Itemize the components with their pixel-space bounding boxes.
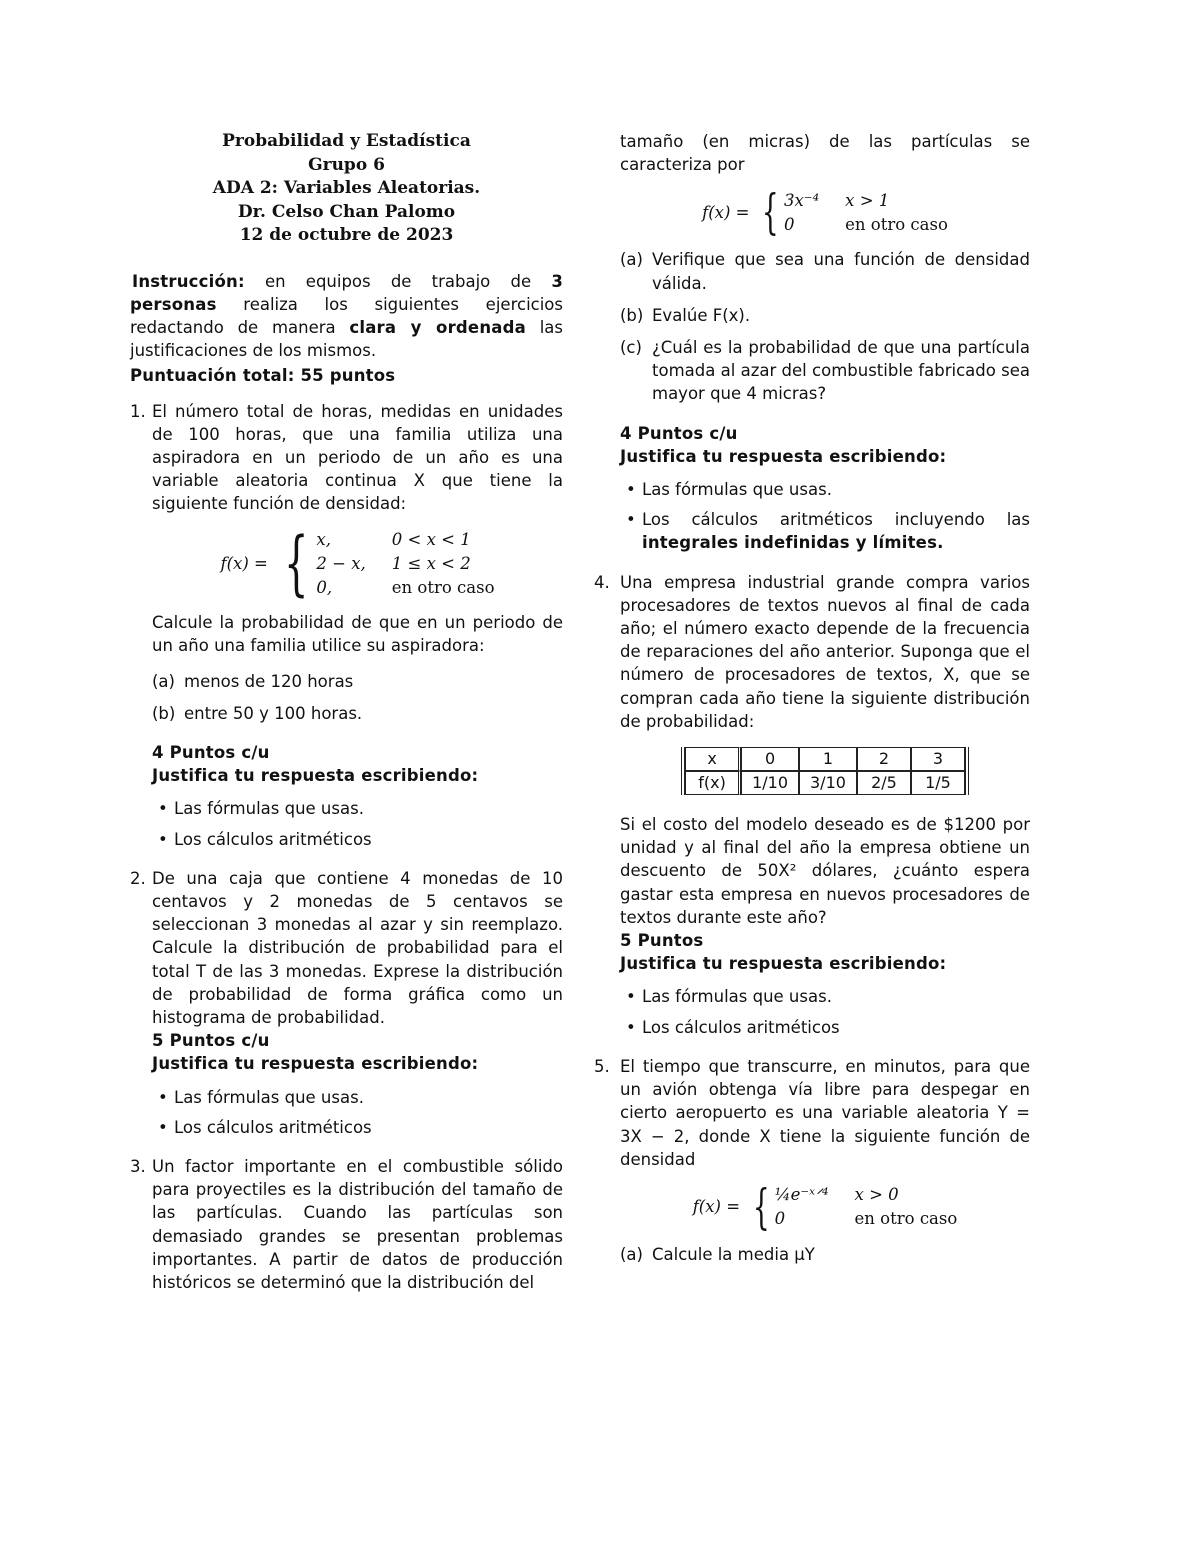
list-item: • Las fórmulas que usas. <box>620 478 1030 501</box>
question-5-text: El tiempo que transcurre, en minutos, para que un avión obtenga vía libre para despegar en cierto aeropuerto es una variable aleatoria Y = 3X − 2, donde X tiene la siguiente función de densidad <box>620 1056 1030 1169</box>
right-column <box>594 130 1030 1266</box>
question-2-points: 5 Puntos c/u <box>152 1031 270 1051</box>
table-row: x 0 1 2 3 <box>685 747 965 771</box>
question-3-continued <box>620 130 1030 555</box>
question-5-part-a: (a) Calcule la media μY <box>620 1244 815 1264</box>
density-equation-5 <box>620 1178 1030 1235</box>
header-course: Probabilidad y Estadística <box>222 131 471 151</box>
question-1-part-a: (a) menos de 120 horas <box>152 671 354 691</box>
justify-list <box>620 478 1030 555</box>
question-3-part-c: (c) ¿Cuál es la probabilidad de que una partícula tomada al azar del combustible fabricado sea mayor que 4 micras? <box>620 338 1030 404</box>
list-item: • Los cálculos aritméticos <box>152 1116 563 1139</box>
question-1-part-b: (b) entre 50 y 100 horas. <box>152 703 363 723</box>
header-title: ADA 2: Variables Aleatorias. <box>212 178 481 198</box>
left-brace: { <box>283 522 309 605</box>
question-number: 4. <box>594 572 610 592</box>
justify-heading: Justifica tu respuesta escribiendo: <box>152 1054 479 1074</box>
question-3-text-part2: tamaño (en micras) de las partículas se caracteriza por <box>620 132 1030 175</box>
left-brace: { <box>752 1178 770 1235</box>
question-3 <box>130 1155 563 1294</box>
instruction-label: Instrucción: <box>132 271 245 291</box>
question-4-prompt: Si el costo del modelo deseado es de $1200 por unidad y al final del año la empresa obtiene un descuento de 50X² dólares, ¿cuánto espera gastar esta empresa en nuevos procesadores de textos durante este año? <box>620 815 1030 927</box>
list-item: • Las fórmulas que usas. <box>620 985 1030 1008</box>
justify-list <box>152 1086 563 1139</box>
question-3-part-b: (b) Evalúe F(x). <box>620 305 751 325</box>
question-2 <box>130 867 563 1139</box>
left-column <box>130 130 563 1294</box>
question-4-points: 5 Puntos <box>620 931 704 951</box>
probability-table <box>681 747 969 795</box>
list-item: • Los cálculos aritméticos <box>620 1016 1030 1039</box>
equation-cases: ¼e⁻ˣᐟ⁴ x > 0 0 en otro caso <box>774 1185 958 1229</box>
equation-lhs: f(x) = <box>702 202 750 222</box>
question-number: 2. <box>130 868 146 888</box>
list-item: • Los cálculos aritméticos incluyendo las integrales indefinidas y límites. <box>620 508 1030 554</box>
justify-heading: Justifica tu respuesta escribiendo: <box>620 954 947 974</box>
density-equation-1 <box>152 522 563 605</box>
question-3-points: 4 Puntos c/u <box>620 423 738 443</box>
question-1-text: El número total de horas, medidas en unidades de 100 horas, que una familia utiliza una aspiradora en un periodo de un año es una variable aleatoria continua X que tiene la siguiente función de densidad: <box>152 401 563 514</box>
justify-heading: Justifica tu respuesta escribiendo: <box>620 446 947 466</box>
table-row: f(x) 1/10 3/10 2/5 1/5 <box>685 771 965 795</box>
question-5 <box>594 1055 1030 1266</box>
document-header <box>130 130 563 248</box>
density-equation-3 <box>620 184 1030 241</box>
header-professor: Dr. Celso Chan Palomo <box>237 201 456 222</box>
question-2-text: De una caja que contiene 4 monedas de 10 centavos y 2 monedas de 5 centavos se seleccionan 3 monedas al azar y sin reemplazo. Calcule la distribución de probabilidad para el total T de las 3 monedas. Exprese la distribución de probabilidad de forma gráfica como un histograma de probabilidad. <box>152 868 563 1027</box>
equation-cases: 3x⁻⁴ x > 1 0 en otro caso <box>784 190 948 234</box>
equation-cases: x, 0 < x < 1 2 − x, 1 ≤ x < 2 0, en otro caso <box>316 529 495 597</box>
total-points: Puntuación total: 55 puntos <box>130 366 396 386</box>
justify-list <box>620 985 1030 1038</box>
equation-lhs: f(x) = <box>220 553 268 573</box>
question-4-text: Una empresa industrial grande compra varios procesadores de textos nuevos al final de cada año; el número exacto depende de la frecuencia de reparaciones del año anterior. Suponga que el número de procesadores de textos, X, que se compran cada año tiene la siguiente distribución de probabilidad: <box>620 572 1030 731</box>
equation-lhs: f(x) = <box>692 1197 741 1217</box>
instruction-paragraph: Instrucción: en equipos de trabajo de 3 personas realiza los siguientes ejercicios redactando de manera clara y ordenada las justificaciones de los mismos. <box>130 271 563 361</box>
question-3-text-part1: Un factor importante en el combustible sólido para proyectiles es la distribución del tamaño de las partículas. Cuando las partículas son demasiado grandes se presentan problemas importantes. A partir de datos de producción históricos se determinó que la distribución del <box>152 1157 563 1293</box>
list-item: • Los cálculos aritméticos <box>152 828 563 851</box>
question-1-points: 4 Puntos c/u <box>152 742 270 762</box>
justify-heading: Justifica tu respuesta escribiendo: <box>152 766 479 786</box>
list-item: • Las fórmulas que usas. <box>152 1086 563 1109</box>
list-item: • Las fórmulas que usas. <box>152 797 563 820</box>
question-1 <box>130 400 563 851</box>
header-date: 12 de octubre de 2023 <box>239 225 454 245</box>
question-3-part-a: (a) Verifique que sea una función de densidad válida. <box>620 250 1030 293</box>
question-number: 3. <box>130 1157 146 1176</box>
question-4 <box>594 571 1030 1039</box>
question-number: 1. <box>130 401 146 421</box>
header-group: Grupo 6 <box>308 154 385 175</box>
justify-list <box>152 797 563 850</box>
question-1-prompt: Calcule la probabilidad de que en un periodo de un año una familia utilice su aspiradora: <box>152 613 563 656</box>
question-number: 5. <box>594 1056 610 1076</box>
left-brace: { <box>762 184 780 241</box>
